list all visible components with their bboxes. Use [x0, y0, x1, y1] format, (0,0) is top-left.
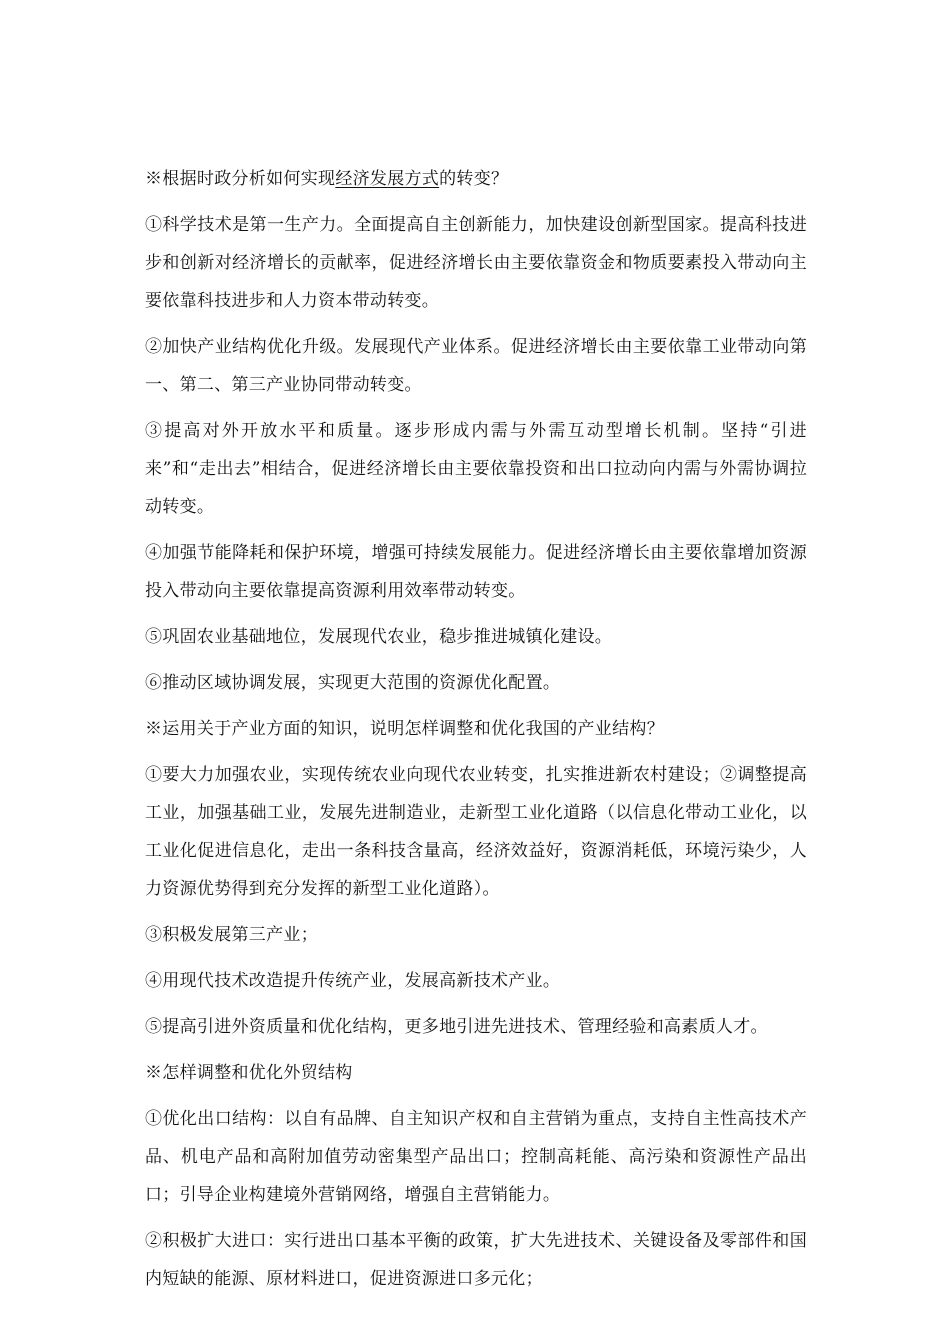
section2-point-1: ①要大力加强农业，实现传统农业向现代农业转变，扎实推进新农村建设；②调整提高工业，加强基础工业，发展先进制造业，走新型工业化道路（以信息化带动工业化，以工业化促进信息化，走出一条科技含量高，经济效益好，资源消耗低，环境污染少，人力资源优势得到充分发挥的新型工业化道路）。	[145, 765, 807, 899]
section2-point-4: ⑤提高引进外资质量和优化结构，更多地引进先进技术、管理经验和高素质人才。	[145, 1017, 768, 1037]
section1-question-underlined: 经济发展方式	[335, 169, 440, 189]
document-body	[145, 160, 807, 1306]
section2-point-2: ③积极发展第三产业；	[145, 925, 318, 945]
section1-point-6: ⑥推动区域协调发展，实现更大范围的资源优化配置。	[145, 673, 561, 693]
section3-point-2: ②积极扩大进口：实行进出口基本平衡的政策，扩大先进技术、关键设备及零部件和国内短缺的能源、原材料进口，促进资源进口多元化；	[145, 1231, 807, 1289]
section1-point-2: ②加快产业结构优化升级。发展现代产业体系。促进经济增长由主要依靠工业带动向第一、第二、第三产业协同带动转变。	[145, 337, 807, 395]
section1-point-5: ⑤巩固农业基础地位，发展现代农业，稳步推进城镇化建设。	[145, 627, 613, 647]
section1-question	[145, 160, 807, 198]
section1-point-4: ④加强节能降耗和保护环境，增强可持续发展能力。促进经济增长由主要依靠增加资源投入带动向主要依靠提高资源利用效率带动转变。	[145, 543, 807, 601]
section3-question: ※怎样调整和优化外贸结构	[145, 1063, 353, 1083]
section3-point-1: ①优化出口结构：以自有品牌、自主知识产权和自主营销为重点，支持自主性高技术产品、机电产品和高附加值劳动密集型产品出口；控制高耗能、高污染和资源性产品出口；引导企业构建境外营销网络，增强自主营销能力。	[145, 1109, 807, 1205]
section1-point-3: ③提高对外开放水平和质量。逐步形成内需与外需互动型增长机制。坚持“引进来”和“走出去”相结合，促进经济增长由主要依靠投资和出口拉动向内需与外需协调拉动转变。	[145, 421, 807, 517]
section2-point-3: ④用现代技术改造提升传统产业，发展高新技术产业。	[145, 971, 561, 991]
section1-question-suffix: 的转变？	[439, 169, 509, 189]
section1-question-prefix: ※根据时政分析如何实现	[145, 169, 336, 189]
section1-point-1: ①科学技术是第一生产力。全面提高自主创新能力，加快建设创新型国家。提高科技进步和创新对经济增长的贡献率，促进经济增长由主要依靠资金和物质要素投入带动向主要依靠科技进步和人力资本带动转变。	[145, 215, 807, 311]
section2-question: ※运用关于产业方面的知识，说明怎样调整和优化我国的产业结构？	[145, 719, 664, 739]
